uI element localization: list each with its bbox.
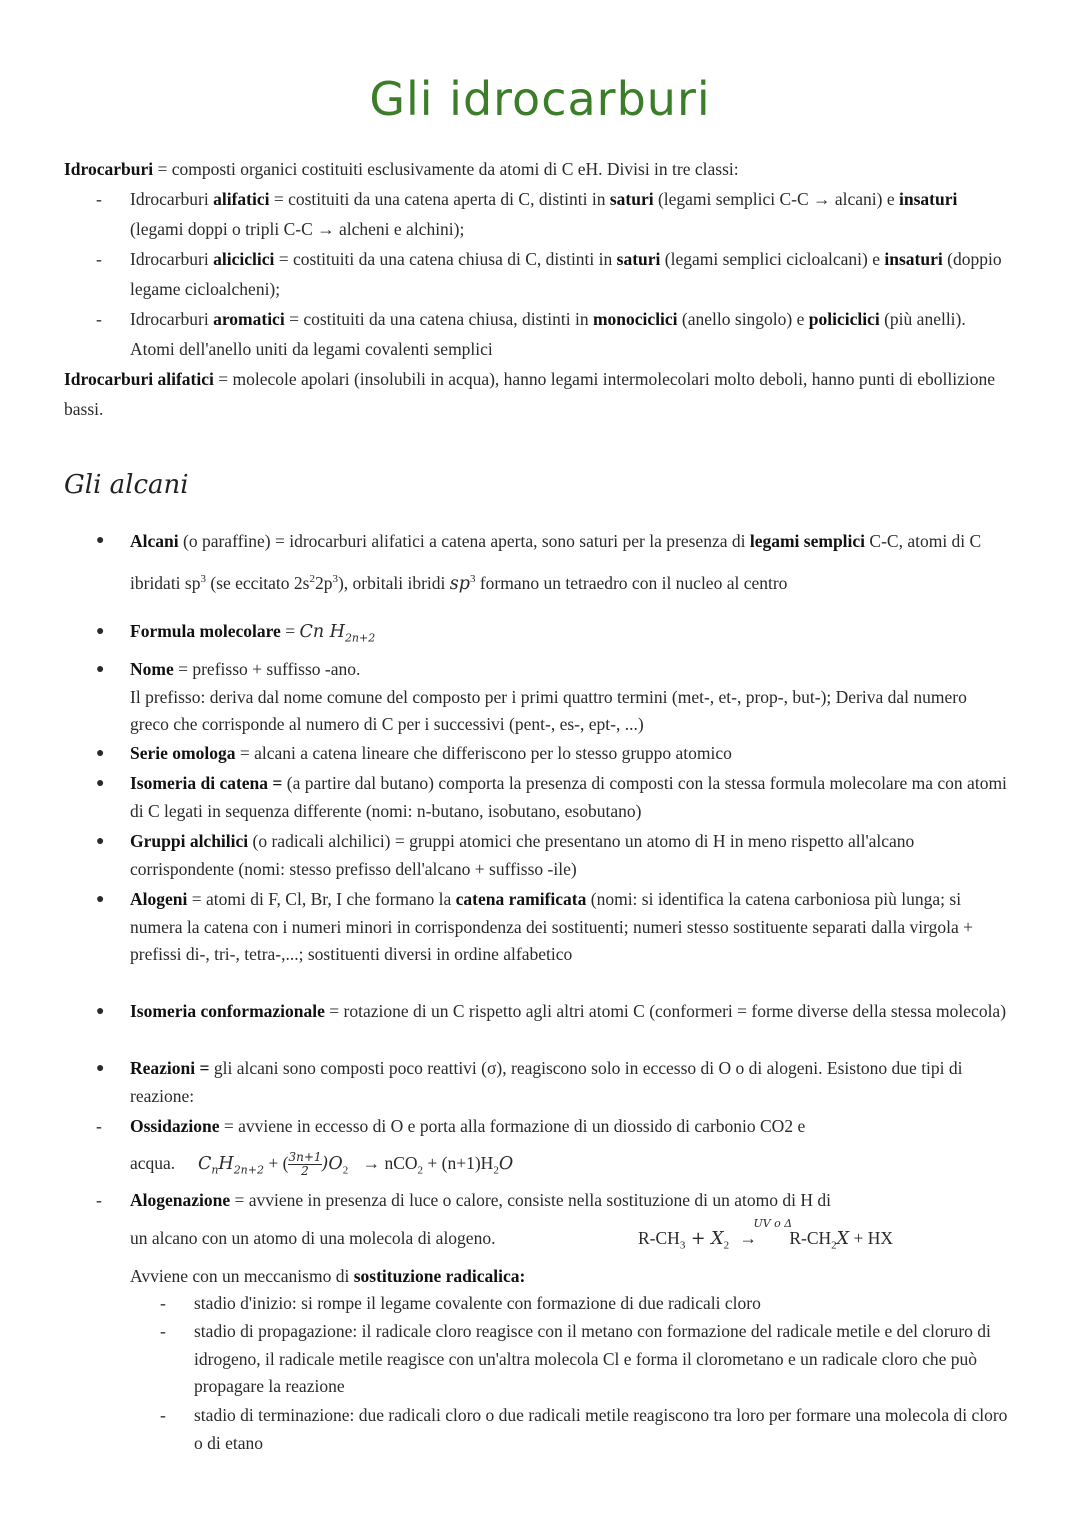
bullet-text: (o paraffine) = idrocarburi alifatici a catena aperta, sono saturi per la presenza di (178, 531, 750, 551)
eq-text: )O (321, 1154, 343, 1174)
class-text: Idrocarburi (130, 309, 214, 329)
superscript: 3 (332, 573, 338, 585)
reaction-arrow: → (362, 1153, 381, 1173)
bullet-text: = alcani a catena lineare che differiscono per lo stesso gruppo atomico (235, 743, 732, 763)
class-text: = costituiti da una catena aperta di C, distinti in (269, 189, 610, 209)
bullet-text: = prefisso + suffisso -ano. (173, 659, 361, 679)
dash-marker: - (160, 1293, 166, 1313)
fraction (288, 1151, 321, 1178)
dash-marker: - (96, 309, 102, 329)
bullet-text: (o radicali alchilici) = gruppi atomici che presentano un atomo di H in meno rispetto all'alcano corrispondente (nomi: stesso prefisso dell'alcano + suffisso -ile) (130, 831, 915, 879)
class-text: (legami doppi o tripli C-C → alcheni e alchini); (130, 219, 465, 239)
reaction-arrow: → (739, 1228, 757, 1248)
stadio-text: stadio di propagazione: il radicale cloro reagisce con il metano con formazione del radicale metile e del cloruro di idrogeno, il radicale metile reagisce con un'altra molecola Cl e forma il clorometano e un radicale cloro che può propagare la reazione (194, 1321, 991, 1396)
equation-label: acqua. (130, 1153, 176, 1173)
note-text: = molecole apolari (insolubili in acqua), hanno legami intermolecolari molto deboli, hanno punti di ebollizione bassi. (64, 369, 996, 419)
eq-o: O (498, 1154, 514, 1174)
eq-text: nCO (384, 1153, 418, 1173)
eq-text: + HX (849, 1228, 893, 1248)
ossidazione-equation (130, 1148, 1010, 1186)
alogenazione-equation-row (130, 1217, 1010, 1254)
mechanism-term: sostituzione radicalica: (353, 1266, 526, 1286)
eq-text: + X (685, 1229, 724, 1249)
bullet-term: Gruppi alchilici (130, 831, 249, 851)
dash-marker: - (160, 1405, 166, 1425)
bullet-text: (se eccitato 2s (205, 572, 310, 593)
bullet-dot: ● (96, 662, 105, 677)
subscript: 2 (831, 1239, 837, 1252)
intro-text: = composti organici costituiti esclusivamente da atomi di C eH. Divisi in tre classi: (153, 159, 739, 179)
alogenazione-equation (638, 1217, 893, 1260)
section-title: Gli alcani (64, 470, 189, 500)
class-text: (doppio legame cicloalcheni); (130, 249, 1002, 299)
mechanism-text: Avviene con un meccanismo di (130, 1266, 354, 1286)
class-term: alifatici (213, 189, 270, 209)
bullet-dot: ● (96, 1004, 105, 1019)
bullet-dot: ● (96, 776, 105, 791)
reaction-condition: UV o Δ (753, 1217, 793, 1230)
dash-marker: - (96, 1190, 102, 1210)
dash-marker: - (160, 1321, 166, 1341)
eq-h: H (218, 1154, 234, 1174)
bullet-text: (nomi: si identifica la catena carboniosa più lunga; si numera la catena con i numeri minori in corrispondenza dei sostituenti; numeri stesso sostituente separati dalla virgola + prefissi di-, tri-, tetra-,...; sostituenti diversi in ordine alfabetico (130, 889, 973, 964)
bullet-text: Il prefisso: deriva dal nome comune del composto per i primi quattro termini (met-, et-, prop-, but-); Deriva dal numero greco che corrisponde al numero di C per i successivi (pent-, es-, ept-, ...) (130, 686, 967, 734)
bullet-text: (a partire dal butano) comporta la presenza di composti con la stessa formula molecolare ma con atomi di C legati in sequenza differente (nomi: n-butano, isobutano, esobutano) (130, 773, 1007, 821)
class-text: (più anelli). Atomi dell'anello uniti da legami covalenti semplici (130, 309, 966, 359)
fraction-denominator: 2 (301, 1164, 309, 1179)
bullet-term: legami semplici (749, 531, 866, 551)
intro-term: Idrocarburi (64, 159, 154, 179)
eq-x: X (836, 1229, 850, 1249)
eq-c: C (197, 1154, 212, 1174)
page-title: Gli idrocarburi (369, 72, 711, 126)
math-sp: sp (449, 573, 470, 594)
dash-marker: - (96, 1116, 102, 1136)
eq-text: + ( (264, 1153, 289, 1173)
dash-marker: - (96, 189, 102, 209)
bullet-term: Serie omologa (130, 743, 236, 763)
bullet-term: Nome (130, 659, 174, 679)
class-text: (anello singolo) e (677, 309, 809, 329)
bullet-text: = (280, 621, 300, 641)
bullet-term: Reazioni = (130, 1058, 210, 1078)
subscript: 2 (342, 1164, 349, 1177)
reaction-arrow-group (739, 1217, 793, 1252)
mechanism-line (130, 1262, 1010, 1290)
bullet-term: Alcani (130, 531, 179, 551)
subscript: 2 (723, 1239, 730, 1252)
bullet-term: catena ramificata (455, 889, 587, 909)
bullet-text: C-C, atomi di C ibridati sp (130, 531, 982, 593)
dash-marker: - (96, 249, 102, 269)
superscript: 3 (469, 573, 476, 585)
subscript: 2 (493, 1164, 499, 1177)
superscript: 2 (309, 573, 315, 585)
bullet-dot: ● (96, 746, 105, 761)
class-term: insaturi (899, 189, 958, 209)
bullet-dot: ● (96, 624, 105, 639)
bullet-dot: ● (96, 892, 105, 907)
eq-text: R-CH (789, 1228, 832, 1248)
subscript: 2n+2 (344, 631, 376, 645)
bullet-dot: ● (96, 533, 105, 548)
bullet-text: gli alcani sono composti poco reattivi (σ), reagiscono solo in eccesso di O o di alogeni. Esistono due tipi di reazione: (130, 1058, 963, 1106)
class-text: Idrocarburi (130, 189, 214, 209)
superscript: 3 (200, 573, 206, 585)
class-text: Idrocarburi (130, 249, 214, 269)
ossidazione-term: Ossidazione (130, 1116, 220, 1136)
formula-math: Cn H (299, 622, 345, 642)
bullet-term: Isomeria di catena = (130, 773, 283, 793)
subscript: n (211, 1163, 219, 1177)
subscript: 2 (417, 1164, 424, 1177)
class-term: policiclici (808, 309, 880, 329)
bullet-text: = atomi di F, Cl, Br, I che formano la (187, 889, 456, 909)
class-term: aromatici (213, 309, 285, 329)
note-term: Idrocarburi alifatici (64, 369, 214, 389)
alogenazione-term: Alogenazione (130, 1190, 231, 1210)
eq-text: + (n+1)H (423, 1153, 494, 1173)
class-text: = costituiti da una catena chiusa di C, distinti in (274, 249, 617, 269)
stadio-text: stadio di terminazione: due radicali cloro o due radicali metile reagiscono tra loro per formare una molecola di cloro o di etano (194, 1405, 1008, 1453)
alogenazione-text: = avviene in presenza di luce o calore, consiste nella sostituzione di un atomo di H di (230, 1190, 831, 1210)
bullet-dot: ● (96, 834, 105, 849)
subscript: 3 (679, 1239, 686, 1252)
stadio-text: stadio d'inizio: si rompe il legame covalente con formazione di due radicali cloro (194, 1293, 761, 1313)
intro-paragraph (64, 154, 1014, 184)
subscript: 2n+2 (233, 1163, 264, 1177)
bullet-text: = rotazione di un C rispetto agli altri atomi C (conformeri = forme diverse della stessa molecola) (324, 1001, 1007, 1021)
class-text: (legami semplici C-C → alcani) e (653, 189, 899, 209)
fraction-numerator: 3n+1 (288, 1150, 322, 1165)
bullet-text: ), orbitali ibridi (337, 572, 450, 593)
bullet-text: formano un tetraedro con il nucleo al centro (475, 572, 788, 593)
class-text: = costituiti da una catena chiusa, distinti in (284, 309, 593, 329)
class-term: saturi (616, 249, 661, 269)
alifatici-note (64, 364, 1014, 424)
bullet-term: Formula molecolare (130, 621, 281, 641)
class-term: monociclici (592, 309, 678, 329)
class-term: insaturi (884, 249, 943, 269)
bullet-term: Alogeni (130, 889, 188, 909)
class-term: aliciclici (213, 249, 275, 269)
bullet-dot: ● (96, 1061, 105, 1076)
ossidazione-text: = avviene in eccesso di O e porta alla formazione di un diossido di carbonio CO2 e (219, 1116, 806, 1136)
alogenazione-text: un alcano con un atomo di una molecola di alogeno. (130, 1228, 496, 1248)
class-term: saturi (609, 189, 654, 209)
eq-text: R-CH (638, 1228, 680, 1248)
bullet-term: Isomeria conformazionale (130, 1001, 325, 1021)
class-text: (legami semplici cicloalcani) e (660, 249, 885, 269)
bullet-text: 2p (314, 572, 333, 593)
